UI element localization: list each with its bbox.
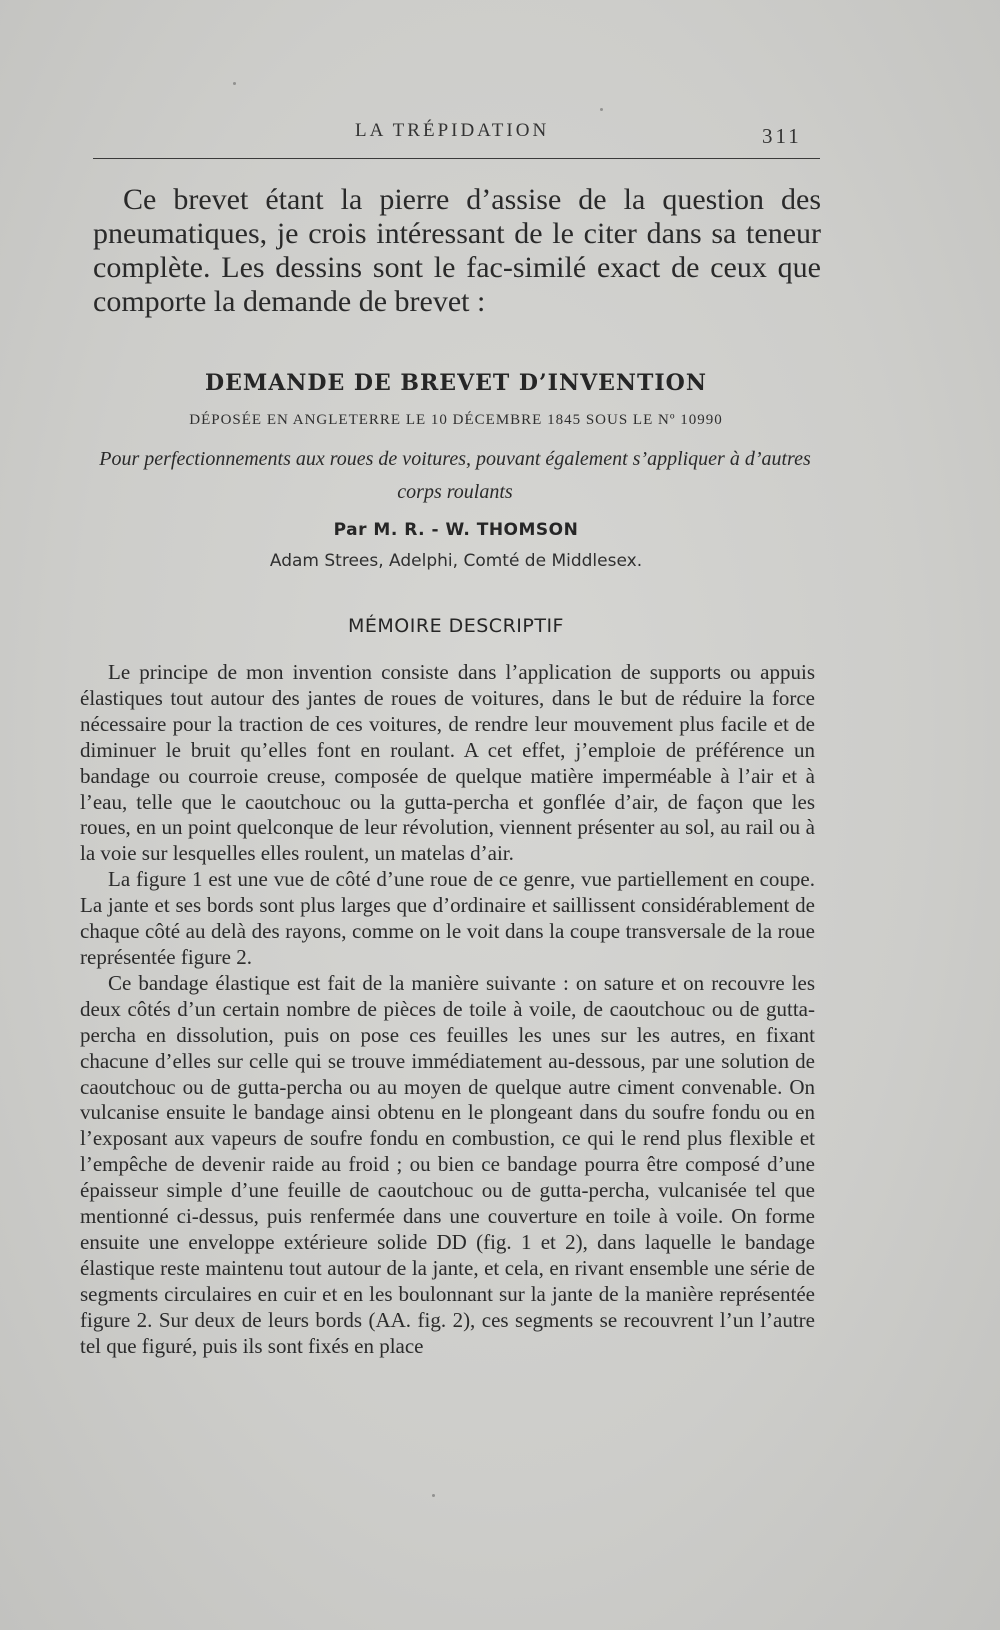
body-paragraph-1: Le principe de mon invention consiste dans l’application de supports ou appuis élastiques tout autour des jantes de roues de voitures, dans le but de réduire la force nécessaire pour la traction de ces voitures, de rendre leur mouvement plus facile et de diminuer le bruit qu’elles font en roulant. A cet effet, j’emploie de préférence un bandage ou courroie creuse, composée de quelque matière imperméable à l’air et à l’eau, telle que le caoutchouc ou la gutta-percha et gonflée d’air, de façon que les roues, en un point quelconque de leur révolution, viennent présenter au sol, au rail ou à la voie sur lesquelles elles roulent, un matelas d’air. (80, 660, 815, 866)
patent-title: DEMANDE DE BREVET D’INVENTION (205, 370, 707, 396)
body-paragraph-2: La figure 1 est une vue de côté d’une roue de ce genre, vue partiellement en coupe. La jante et ses bords sont plus larges que d’ordinaire et saillissent considérablement de chaque côté au delà des rayons, comme on le voit dans la coupe transversale de la roue représentée figure 2. (80, 867, 815, 969)
paper-speck (233, 82, 236, 85)
intro-paragraph: Ce brevet étant la pierre d’assise de la question des pneumatiques, je crois intéressant de le citer dans sa teneur complète. Les dessins sont le fac-similé exact de ceux que comporte la demande de brevet : (93, 183, 821, 318)
memoire-body (80, 660, 815, 1359)
intro-block (93, 183, 821, 319)
patent-author: Par M. R. - W. THOMSON (333, 520, 579, 540)
paper-speck (432, 1494, 435, 1497)
paper-speck (600, 108, 603, 111)
running-title: LA TRÉPIDATION (355, 120, 550, 141)
section-title: MÉMOIRE DESCRIPTIF (348, 615, 564, 637)
header-rule (93, 158, 820, 159)
patent-purpose: Pour perfectionnements aux roues de voitures, pouvant également s’appliquer à d’autres corps roulants (99, 448, 811, 503)
patent-address: Adam Strees, Adelphi, Comté de Middlesex. (269, 551, 643, 571)
body-paragraph-3: Ce bandage élastique est fait de la manière suivante : on sature et on recouvre les deux côtés d’un certain nombre de pièces de toile à voile, de caoutchouc ou de gutta-percha en dissolution, puis on pose ces feuilles les unes sur les autres, en fixant chacune d’elles sur celle qui se trouve immédiatement au-dessous, par une solution de caoutchouc ou de gutta-percha ou au moyen de quelque autre ciment convenable. On vulcanise ensuite le bandage ainsi obtenu en le plongeant dans du soufre fondu ou en l’exposant aux vapeurs de soufre fondu en combustion, ce qui le rend plus flexible et l’empêche de devenir raide au froid ; ou bien ce bandage pourra être composé d’une épaisseur simple d’une feuille de caoutchouc ou de gutta-percha, vulcanisée tel que mentionné ci-dessus, puis renfermée dans une couverture en toile à voile. On forme ensuite une enveloppe extérieure solide DD (fig. 1 et 2), dans laquelle le bandage élastique reste maintenu tout autour de la jante, et cela, en rivant ensemble une série de segments circulaires en cuir et en les boulonnant sur la jante de la manière représentée figure 2. Sur deux de leurs bords (AA. fig. 2), ces segments se recouvrent l’un l’autre tel que figuré, puis ils sont fixés en place (80, 970, 815, 1358)
page-number: 311 (762, 124, 802, 148)
patent-filing-line: DÉPOSÉE EN ANGLETERRE LE 10 DÉCEMBRE 1845 SOUS LE Nº 10990 (189, 412, 723, 428)
